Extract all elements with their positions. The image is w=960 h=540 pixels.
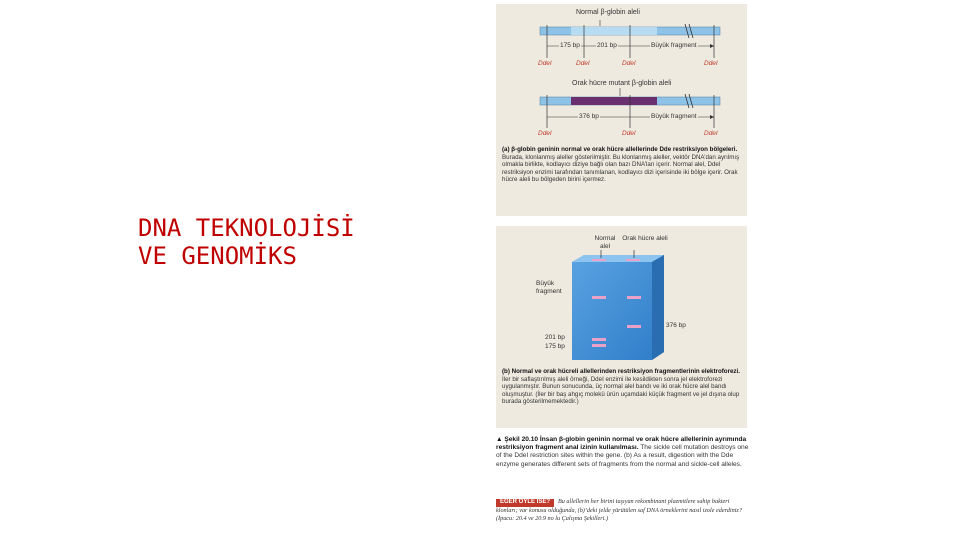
panel-a-caption-bold: (a) β-globin geninin normal ve orak hücre allellerinde Dde restriksiyon bölgeleri. bbox=[502, 146, 738, 153]
title-line-2: VE GENOMİKS bbox=[138, 242, 297, 270]
sickle-ddel-3: DdeI bbox=[704, 130, 718, 137]
normal-ddel-3: DdeI bbox=[622, 60, 636, 67]
sickle-allele-label: Orak hücre mutant β-globin aleli bbox=[572, 80, 672, 87]
normal-allele-label: Normal β-globin aleli bbox=[576, 9, 640, 16]
panel-a-caption bbox=[502, 146, 742, 184]
sickle-large-fragment-label: Büyük fragment bbox=[651, 113, 697, 120]
figure-caption bbox=[496, 436, 751, 469]
normal-201-label: 201 bp bbox=[597, 42, 617, 49]
gel-175-label: 175 bp bbox=[545, 343, 565, 350]
slide-title bbox=[138, 214, 468, 270]
gel-col-sickle: Orak hücre aleli bbox=[622, 235, 668, 242]
normal-large-fragment-label: Büyük fragment bbox=[651, 42, 697, 49]
panel-b-caption-bold: (b) Normal ve orak hücreli allellerinden restriksiyon fragmentlerinin elektroforezi. bbox=[502, 368, 740, 375]
normal-175-label: 175 bp bbox=[560, 42, 580, 49]
what-if-badge: EĞER ÖYLE İSE? bbox=[496, 499, 554, 507]
what-if-question bbox=[496, 498, 751, 522]
sickle-ddel-2: DdeI bbox=[622, 130, 636, 137]
what-if-text: Bu allellerin her birini taşıyan rekombinant plazmitlere sahip bakteri klonları; var konusu olduğunda, (b)’deki jelde yürütülen saf DNA örneklerini nasıl izole ederdiniz? (İpucu: 20.4 ve 20.9 no lu Çalışma Şekilleri.) bbox=[496, 498, 742, 522]
figure-caption-bold: ▲ Şekil 20.10 İnsan β-globin geninin normal ve orak hücre allellerinin ayrımında restriksiyon fragment anal izinin kullanılması. bbox=[496, 436, 747, 452]
figure-caption-text: The sickle cell mutation destroys one of the DdeI restriction sites within the gene. (b) As a result, digestion with the Dde enzyme generates different sets of fragments from the normal and sickle-cell alleles. bbox=[496, 444, 749, 468]
sickle-376-label: 376 bp bbox=[579, 113, 599, 120]
normal-ddel-4: DdeI bbox=[704, 60, 718, 67]
gel-376-label: 376 bp bbox=[666, 322, 686, 329]
restriction-sites-panel bbox=[496, 4, 747, 216]
title-line-1: DNA TEKNOLOJİSİ bbox=[138, 214, 355, 242]
gel-large-fragment-label: Büyük fragment bbox=[536, 280, 562, 295]
normal-ddel-2: DdeI bbox=[576, 60, 590, 67]
panel-b-caption-text: İler bir saflaştırılmış aleli örneği, DdeI enzimi ile kesildikten sonra jel elektroforezi uygulanmıştır. Bunun sonucunda, üç normal alel bandı ve iki orak hücre alel bandı oluşmuştur. (İler bir baş ahgıç molekü ürün uçamdaki küçük fragment ve jel dışına olup burada gösterilmemektedir.) bbox=[502, 375, 740, 406]
sickle-ddel-1: DdeI bbox=[538, 130, 552, 137]
panel-b-caption bbox=[502, 368, 742, 406]
normal-ddel-1: DdeI bbox=[538, 60, 552, 67]
panel-a-caption-text: Burada, klonlanmış aleller gösterilmiştir. Bu klonlanmış aleller, vektör DNA’dan ayrılmış olmakla birlikte, kodlayıcı diziye bağlı olan bazı DNA’ları içerir. Normal alel, DdeI restriksiyon enzimi tarafından tanımlanan, kodlayıcı dizi içerisinde iki bölge içerir. Orak hücre aleli bu bölgeden birini içermez. bbox=[502, 153, 740, 184]
gel-col-normal: Normal alel bbox=[594, 235, 616, 250]
gel-201-label: 201 bp bbox=[545, 334, 565, 341]
